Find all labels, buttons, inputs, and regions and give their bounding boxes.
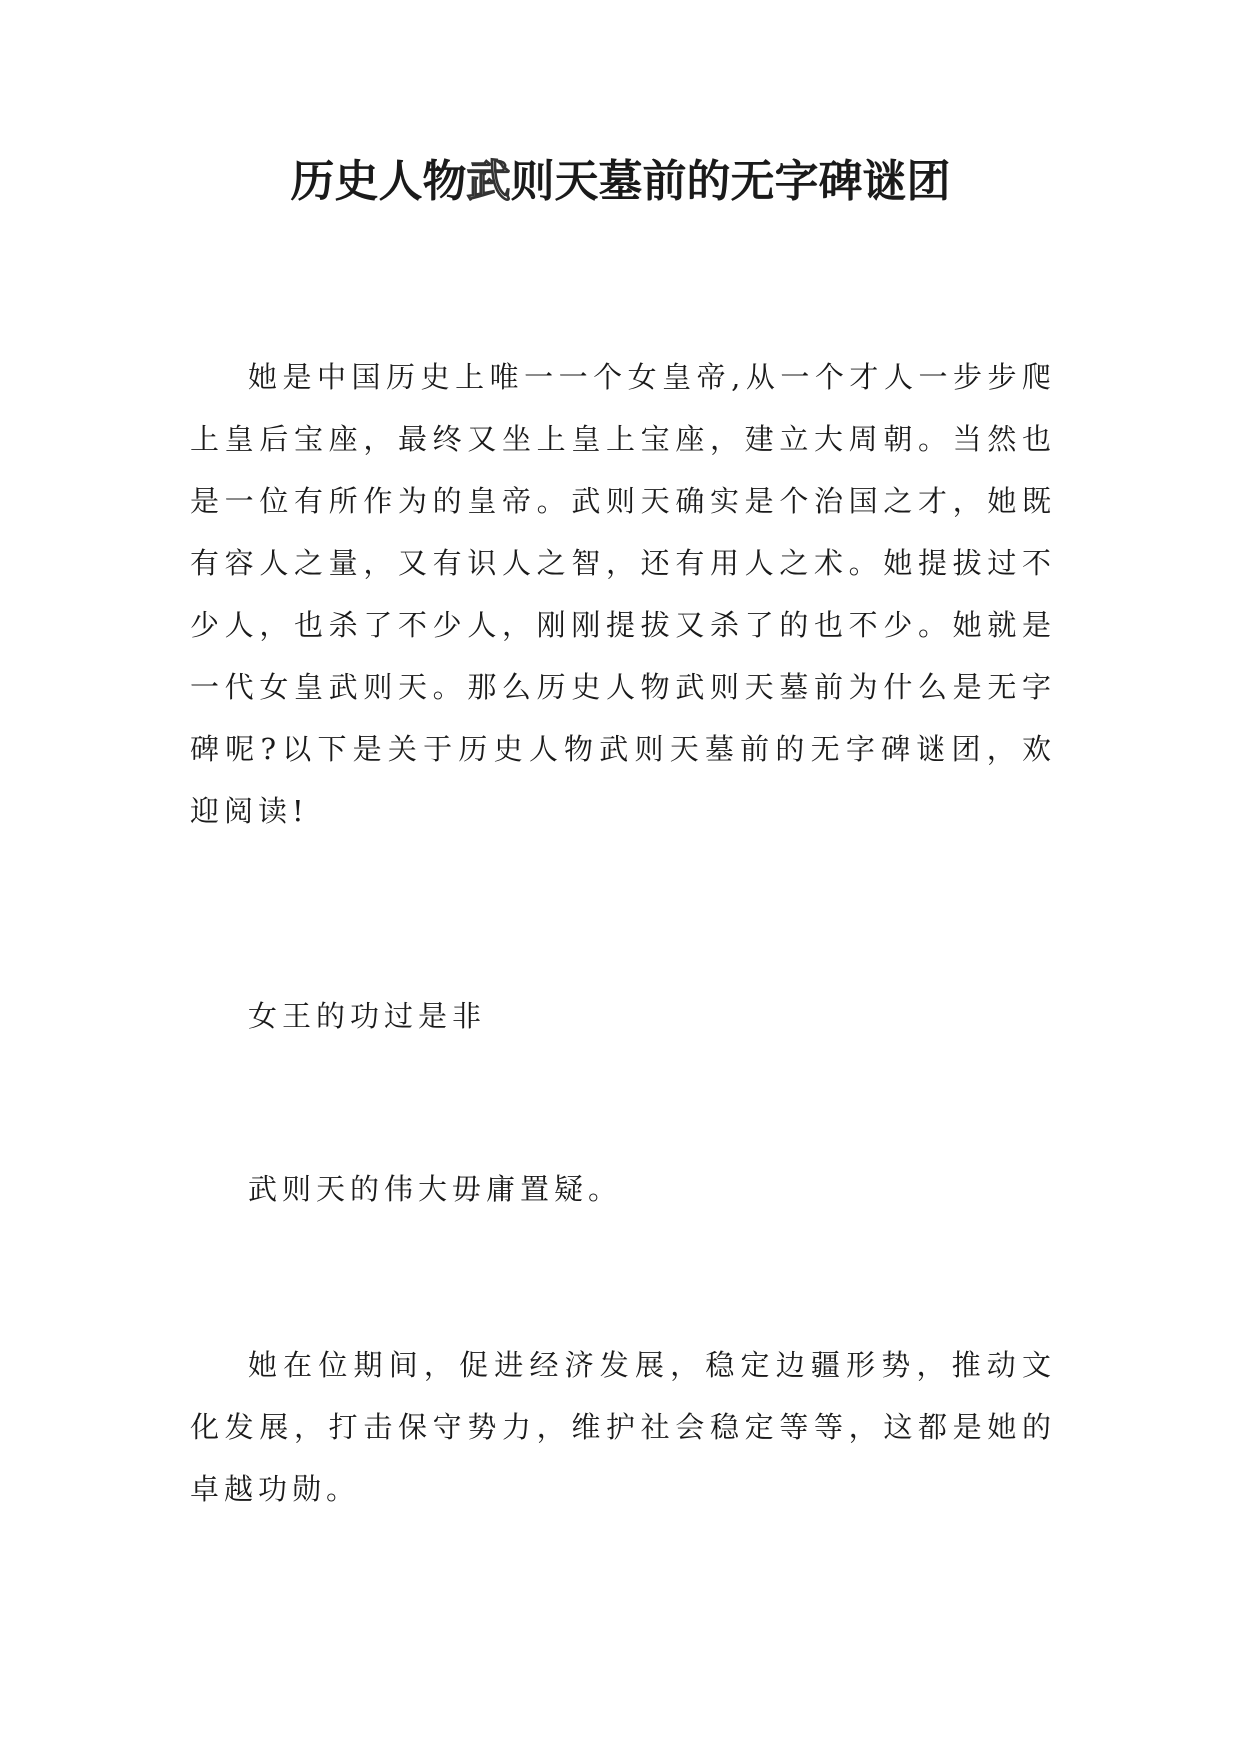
title-outlined-character: 武 — [466, 156, 511, 207]
document-title — [0, 152, 1241, 212]
intro-paragraph: 她是中国历史上唯一一个女皇帝,从一个才人一步步爬上皇后宝座，最终又坐上皇上宝座，建立大周朝。当然也是一位有所作为的皇帝。武则天确实是个治国之才，她既有容人之量，又有识人之智，还有用人之术。她提拔过不少人，也杀了不少人，刚刚提拔又杀了的也不少。她就是一代女皇武则天。那么历史人物武则天墓前为什么是无字碑呢?以下是关于历史人物武则天墓前的无字碑谜团，欢迎阅读! — [190, 360, 1056, 828]
title-text-part-2: 则天墓前的无字碑谜团 — [510, 156, 951, 207]
title-text-part-1: 历史人物 — [290, 156, 467, 207]
body-paragraph: 她在位期间，促进经济发展，稳定边疆形势，推动文化发展，打击保守势力，维护社会稳定等等，这都是她的卓越功勋。 — [190, 1348, 1056, 1506]
section-heading: 女王的功过是非 — [248, 999, 487, 1033]
body-paragraph: 武则天的伟大毋庸置疑。 — [248, 1172, 623, 1206]
